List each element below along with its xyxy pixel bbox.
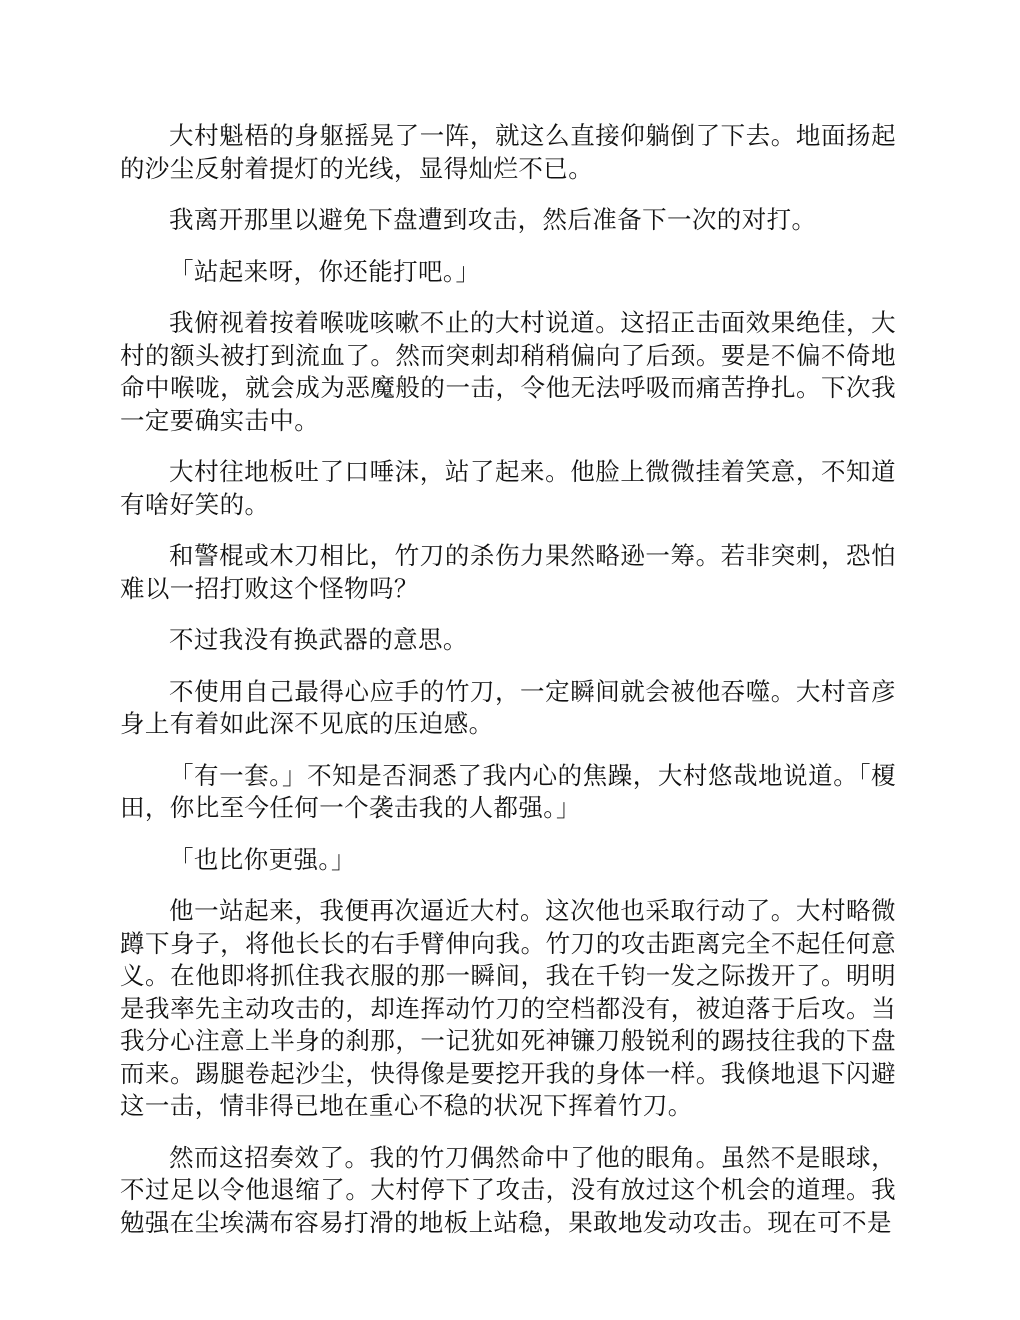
paragraph-8: 不使用自己最得心应手的竹刀，一定瞬间就会被他吞噬。大村音彦身上有着如此深不见底的压迫感。 <box>120 676 896 738</box>
paragraph-7: 不过我没有换武器的意思。 <box>169 625 468 654</box>
page-body <box>120 120 896 1258</box>
paragraph-9: 「有一套。」不知是否洞悉了我内心的焦躁，大村悠哉地说道。「榎田，你比至今任何一个袭击我的人都强。」 <box>120 760 896 822</box>
paragraph-6: 和警棍或木刀相比，竹刀的杀伤力果然略逊一筹。若非突刺，恐怕难以一招打败这个怪物吗？ <box>120 541 896 603</box>
paragraph-11: 他一站起来，我便再次逼近大村。这次他也采取行动了。大村略微蹲下身子，将他长长的右手臂伸向我。竹刀的攻击距离完全不起任何意义。在他即将抓住我衣服的那一瞬间，我在千钧一发之际拨开了。明明是我率先主动攻击的，却连挥动竹刀的空档都没有，被迫落于后攻。当我分心注意上半身的刹那，一记犹如死神镰刀般锐利的踢技往我的下盘而来。踢腿卷起沙尘，快得像是要挖开我的身体一样。我倏地退下闪避这一击，情非得已地在重心不稳的状况下挥着竹刀。 <box>120 896 896 1120</box>
paragraph-12: 然而这招奏效了。我的竹刀偶然命中了他的眼角。虽然不是眼球，不过足以令他退缩了。大村停下了攻击，没有放过这个机会的道理。我勉强在尘埃满布容易打滑的地板上站稳，果敢地发动攻击。现在可不是 <box>120 1142 896 1237</box>
paragraph-10: 「也比你更强。」 <box>169 844 356 874</box>
paragraph-1: 大村魁梧的身躯摇晃了一阵，就这么直接仰躺倒了下去。地面扬起的沙尘反射着提灯的光线，显得灿烂不已。 <box>120 121 896 183</box>
paragraph-3: 「站起来呀，你还能打吧。」 <box>169 256 481 286</box>
paragraph-2: 我离开那里以避免下盘遭到攻击，然后准备下一次的对打。 <box>169 205 817 234</box>
paragraph-4: 我俯视着按着喉咙咳嗽不止的大村说道。这招正击面效果绝佳，大村的额头被打到流血了。然而突刺却稍稍偏向了后颈。要是不偏不倚地命中喉咙，就会成为恶魔般的一击，令他无法呼吸而痛苦挣扎。下次我一定要确实击中。 <box>120 308 896 435</box>
paragraph-5: 大村往地板吐了口唾沫，站了起来。他脸上微微挂着笑意，不知道有啥好笑的。 <box>120 457 896 519</box>
